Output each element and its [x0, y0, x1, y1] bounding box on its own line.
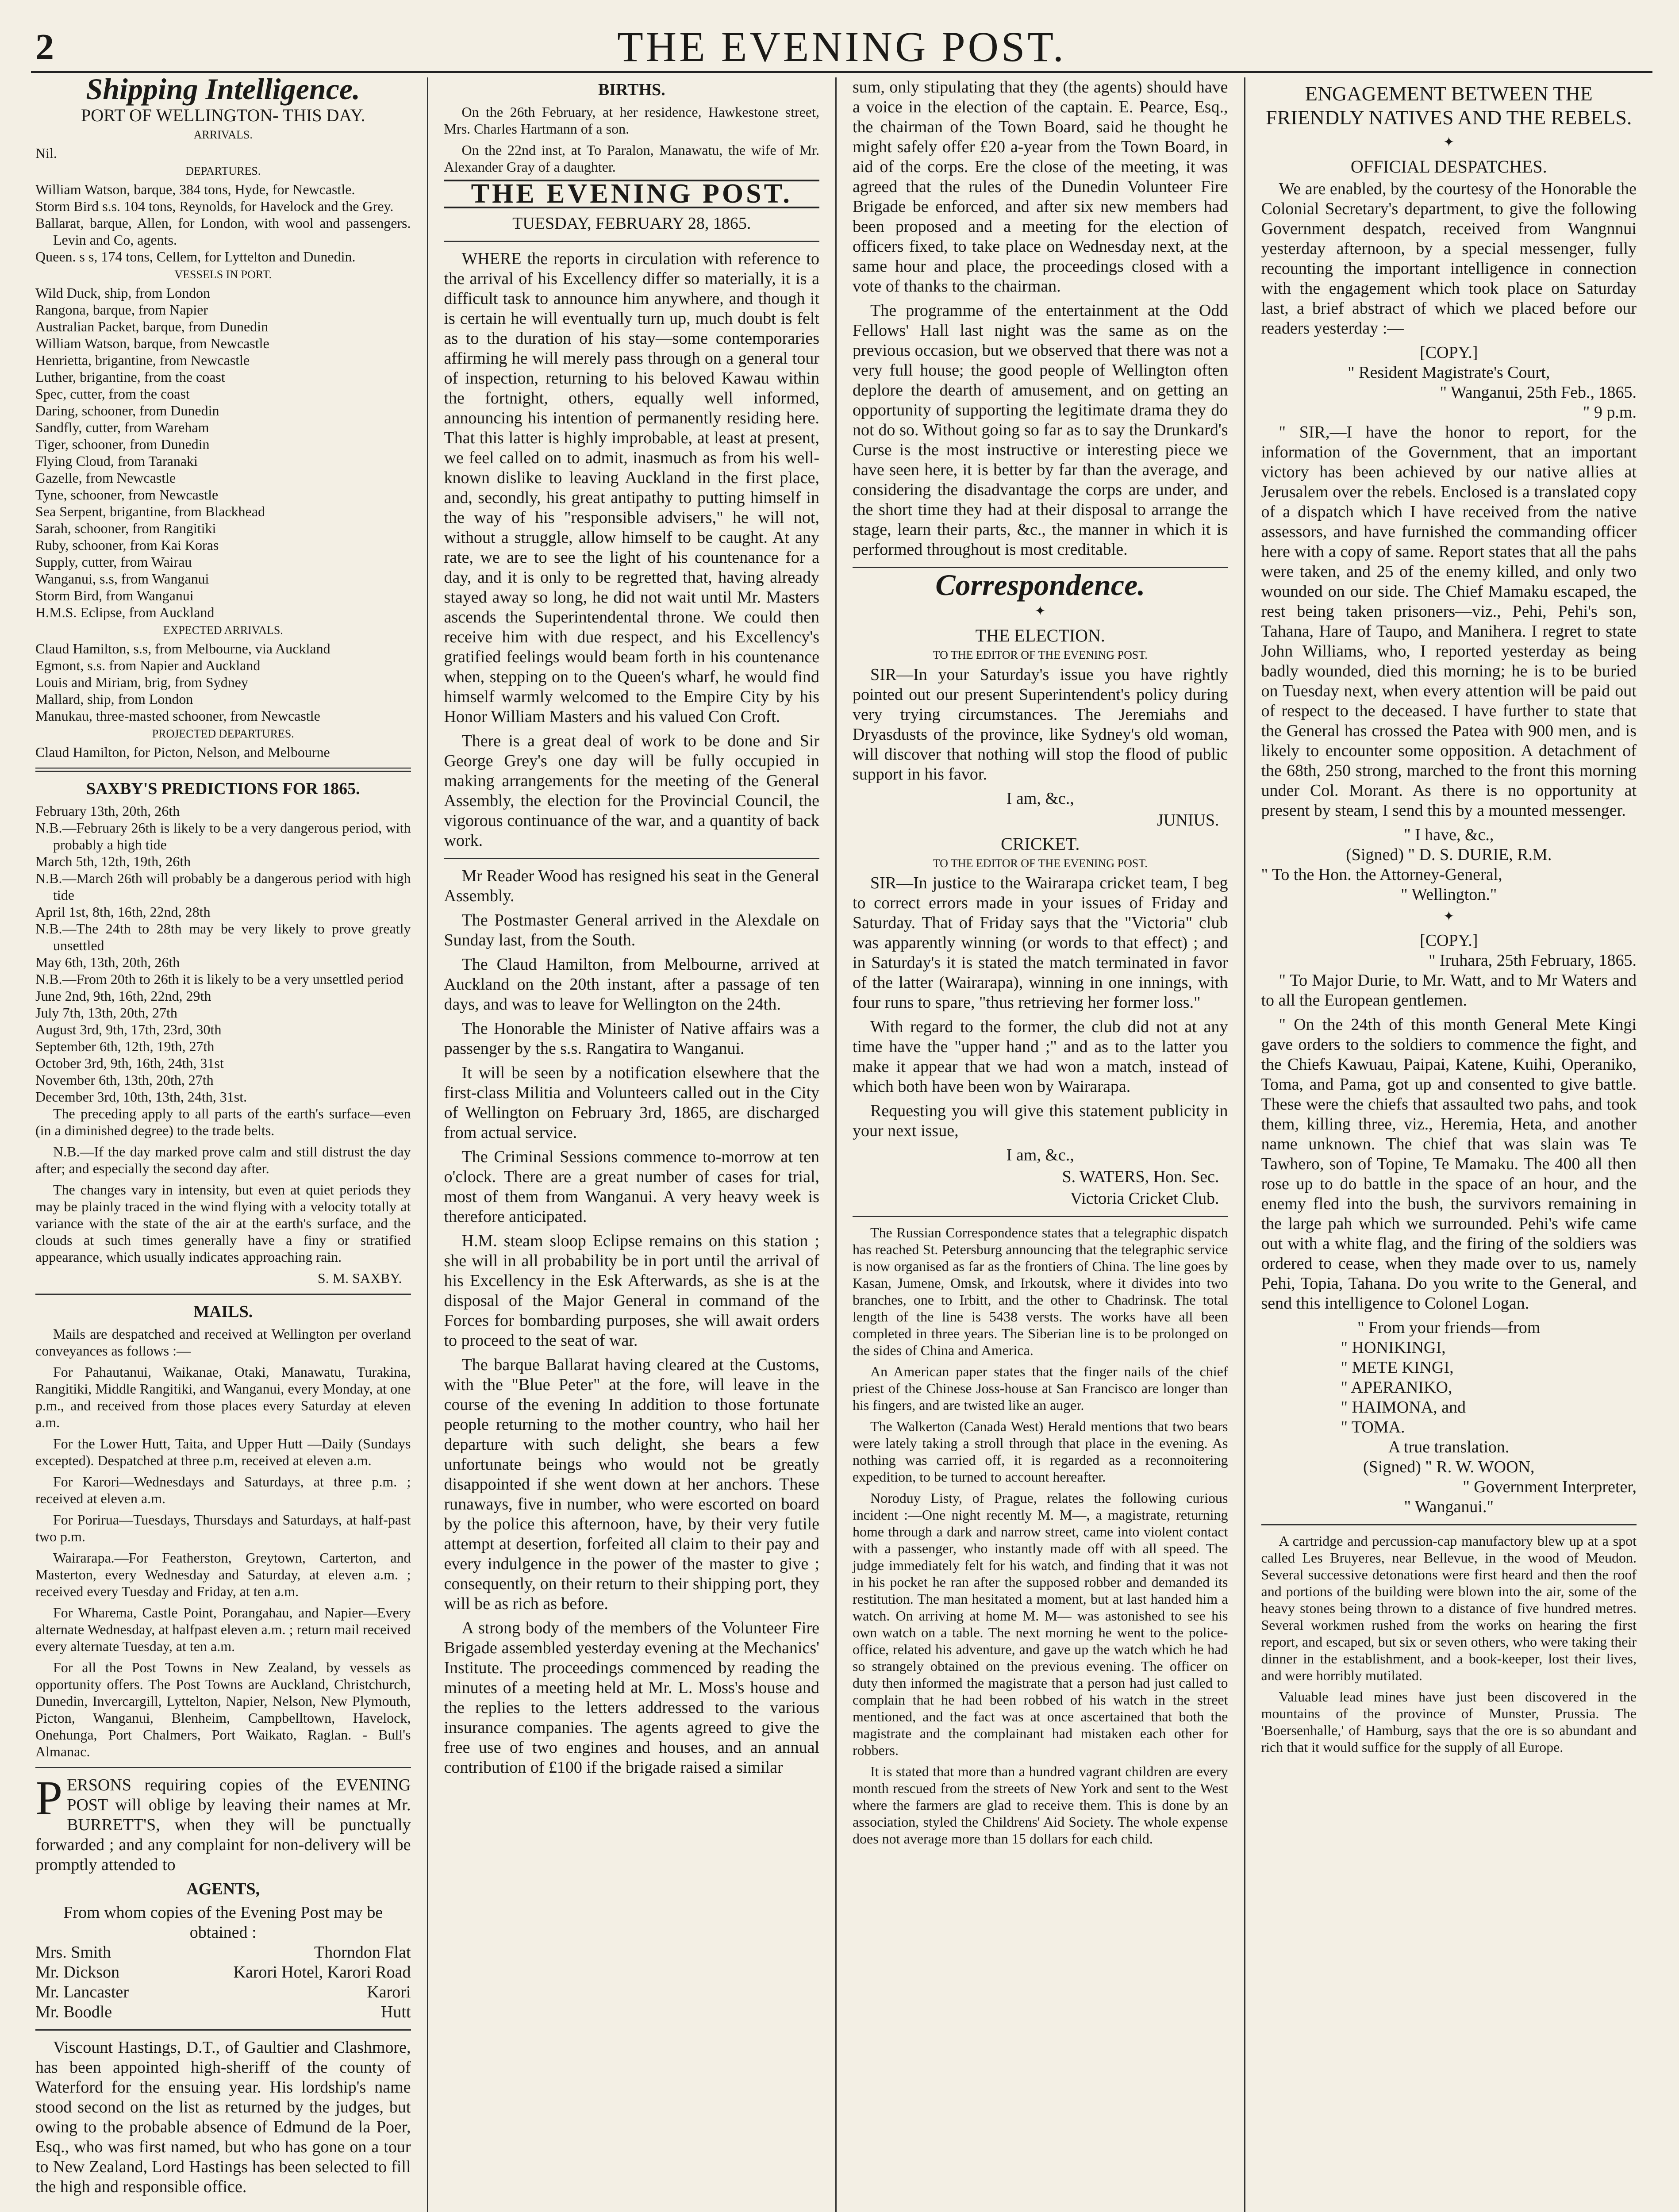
news-item: Valuable lead mines have just been discovered in the mountains of the province of Munster, Prussia. The 'Boersenhalle,' of Hamburg, says that the ore is so abundant and rich that it would suffice for the supply of all Europe. — [1261, 1689, 1637, 1755]
translation-note: A true translation. — [1388, 1438, 1510, 1456]
list-item: Ruby, schooner, from Kai Koras — [35, 537, 219, 553]
editorial-date: TUESDAY, FEBRUARY 28, 1865. — [512, 214, 751, 233]
signatory: " HAIMONA, and — [1341, 1398, 1466, 1417]
news-item: It is stated that more than a hundred vagrant children are every month rescued from the streets of New York and sent to the West where the farmers are glad to receive them. This is done by an association, styled the Childrens' Aid Society. The whole expense does not average more than 15 dollars for each child. — [853, 1763, 1228, 1847]
list-item: Storm Bird s.s. 104 tons, Reynolds, for Havelock and the Grey. — [35, 198, 394, 214]
news-item: The barque Ballarat having cleared at the Customs, with the "Blue Peter" at the fore, will leave in the course of the evening In addition to those fortunate people returning to the mother country, who hail her departure with such delight, she bears a few unfortunate beings who would not be greatly disappointed if she went down at her anchors. These runaways, five in number, who were escorted on board by the police this afternoon, have, by their very futile attempt at desertion, forfeited all claim to their pay and every indulgence in the power of the master to give ; consequently, on their return to their shipping port, they will be as rich as before. — [444, 1356, 819, 1613]
list-item: William Watson, barque, from Newcastle — [35, 335, 269, 351]
agents-subheading: From whom copies of the Evening Post may be obtained : — [63, 1903, 383, 1942]
letter-signature: JUNIUS. — [1157, 811, 1219, 830]
saxby-note: The preceding apply to all parts of the earth's surface—even (in a diminished degree) to the trade belts. — [35, 1106, 411, 1138]
list-item: Gazelle, from Newcastle — [35, 470, 176, 486]
column-2 — [427, 77, 836, 2212]
list-item: Supply, cutter, from Wairau — [35, 554, 192, 570]
list-item: December 3rd, 10th, 13th, 24th, 31st. — [35, 1089, 247, 1105]
expected-list — [35, 640, 411, 724]
news-item: The programme of the entertainment at the Odd Fellows' Hall last night was the same as on the previous occasion, but we observed that there was not a very full house; the good people of Wellington often deplore the dearth of amusement, and on getting an opportunity of supporting the legitimate drama they do not do so. Without going so far as to say the Drunkard's Curse is the most instructive or interesting piece we have seen here, it is better by far than the average, and considering the disadvantage the corps are under, and the short time they had at their disposal to arrange the stage, learn their parts, &c., the manner in which it is performed throughout is most creditable. — [853, 301, 1228, 559]
hastings-paragraph: Viscount Hastings, D.T., of Gaultier and Clashmore, has been appointed high-sheriff of the county of Waterford for the ensuing year. His lordship's name stood second on the list as returned by the judges, but owing to the probable absence of Edmund de la Poer, Esq., who was first named, but who has gone on a tour to New Zealand, Lord Hastings has been selected to fill the high and responsible office. — [35, 2038, 411, 2196]
signatories — [1341, 1338, 1637, 1437]
letter-body: " On the 24th of this month General Mete Kingi gave orders to the soldiers to commence the fight, and the Chiefs Kawuau, Paipai, Katene, Kuihi, Operaniko, Toma, and Pama, got up and consented to give battle. These were the chiefs that assaulted two pahs, and took them, killing three, viz., Heremia, Heta, and another name unknown. The chief that was slain was Te Tawhero, son of Topine, Te Mamaku. The 400 all then rose up to do battle in the space of an hour, and the enemy fled into the bush, the survivors remaining in the large pah which we surrounded. Pehi's wife came out with a white flag, and the firing of the soldiers was ordered to cease, when they made over to us, namely Pehi, Topia, Tahana. Do you write to the General, and send this intelligence to Colonel Logan. — [1261, 1015, 1637, 1313]
signatory: " HONIKINGI, — [1341, 1338, 1446, 1357]
list-item: Wild Duck, ship, from London — [35, 285, 211, 301]
news-item: The Criminal Sessions commence to-morrow at ten o'clock. There are a great number of cases for trial, most of them from Wanganui. A very heavy week is therefore anticipated. — [444, 1148, 819, 1226]
letter-body: SIR—In justice to the Wairarapa cricket team, I beg to correct errors made in your issues of Friday and Saturday. That of Friday says that the "Victoria" club was apparently winning (or words to that effect) ; and in Saturday's it is stated the match terminated in favor of the latter (Wairarapa), winning in one innings, with four runs to spare, "thus retrieving her former loss." — [853, 874, 1228, 1012]
news-item: The Russian Correspondence states that a telegraphic dispatch has reached St. Petersburg announcing that the telegraphic service is now organised as far as the frontiers of China. The line goes by Kasan, Jumene, Omsk, and Irkoutsk, where it divides into two branches, one to Irbitt, and the other to Chadrinsk. The total length of the line is 5438 versts. The works have all been completed in three years. The Siberian line is to be prolonged on the sides of China and America. — [853, 1225, 1228, 1358]
mails-paragraph: For the Lower Hutt, Taita, and Upper Hutt —Daily (Sundays excepted). Despatched at three p.m, received at eleven a.m. — [35, 1436, 411, 1468]
letter-signature: " Wanganui." — [1404, 1498, 1494, 1516]
in-port-list — [35, 284, 411, 621]
port-heading: PORT OF WELLINGTON- THIS DAY. — [81, 105, 365, 125]
agents-notice: PERSONS requiring copies of the EVENING POST will oblige by leaving their names at Mr. BURRETT'S, when they will be punctually forwarded ; and any complaint for non-delivery will be promptly attended to — [35, 1771, 411, 1874]
mails-paragraph: For all the Post Towns in New Zealand, by vessels as opportunity offers. The Post Towns are Auckland, Christchurch, Dunedin, Invercargill, Lyttelton, Napier, Nelson, New Plymouth, Picton, Wanganui, Blenheim, Campbelltown, Havelock, Onehunga, Port Chalmers, Port Waikato, Raglan. - Bull's Almanac. — [35, 1659, 411, 1759]
birth-notice: On the 26th February, at her residence, Hawkestone street, Mrs. Charles Hartmann of a son. — [444, 104, 819, 137]
list-item: September 6th, 12th, 19th, 27th — [35, 1038, 215, 1054]
departures-list — [35, 181, 411, 265]
news-item: A strong body of the members of the Volunteer Fire Brigade assembled yesterday evening at the Mechanics' Institute. The proceedings commenced by reading the minutes of a meeting held at Mr. L. Moss's house and the replies to the letters addressed to the various insurance companies. The agents agreed to give the free use of two engines and houses, and an annual contribution of £100 if the brigade raised a similar — [444, 1619, 819, 1777]
saxby-signature: S. M. SAXBY. — [317, 1270, 402, 1286]
election-title: THE ELECTION. — [975, 626, 1105, 645]
list-item: Ballarat, barque, Allen, for London, with wool and passengers. Levin and Co, agents. — [35, 215, 411, 248]
cricket-title: CRICKET. — [1001, 834, 1080, 854]
saxby-note: N.B.—If the day marked prove calm and still distrust the day after; and especially the second day after. — [35, 1144, 411, 1176]
list-item: March 5th, 12th, 19th, 26th — [35, 853, 191, 869]
list-item: Rangona, barque, from Napier — [35, 302, 208, 318]
list-item: Wanganui, s.s, from Wanganui — [35, 571, 209, 587]
mails-paragraph: For Karori—Wednesdays and Saturdays, at three p.m. ; received at eleven a.m. — [35, 1474, 411, 1506]
despatches-subheading: OFFICIAL DESPATCHES. — [1350, 157, 1547, 177]
in-port-label: VESSELS IN PORT. — [174, 268, 272, 281]
shipping-heading: Shipping Intelligence. — [86, 77, 361, 106]
list-item: Storm Bird, from Wanganui — [35, 588, 194, 603]
letter-body: Requesting you will give this statement publicity in your next issue, — [853, 1102, 1228, 1140]
agent-name: Mr. Dickson — [35, 1963, 119, 1982]
letter-signature: (Signed) " D. S. DURIE, R.M. — [1346, 845, 1552, 864]
list-item: Australian Packet, barque, from Dunedin — [35, 319, 269, 334]
projected-label: PROJECTED DEPARTURES. — [152, 727, 294, 740]
paper-title: THE EVENING POST. — [617, 23, 1066, 70]
mails-paragraph: Mails are despatched and received at Wellington per overland conveyances as follows :— — [35, 1326, 411, 1359]
list-item — [35, 1962, 411, 1982]
letter-address: " Wanganui, 25th Feb., 1865. — [1440, 383, 1637, 402]
divider — [35, 2029, 411, 2031]
agent-name: Mr. Lancaster — [35, 1983, 129, 2001]
saxby-heading: SAXBY'S PREDICTIONS FOR 1865. — [86, 780, 360, 798]
letter-signature: Victoria Cricket Club. — [1070, 1189, 1219, 1208]
list-item: Claud Hamilton, s.s, from Melbourne, via Auckland — [35, 641, 330, 657]
mails-paragraph: For Porirua—Tuesdays, Thursdays and Saturdays, at half-past two p.m. — [35, 1512, 411, 1544]
letter-from: " From your friends—from — [1357, 1318, 1541, 1337]
mails-paragraph: For Wharema, Castle Point, Porangahau, and Napier—Every alternate Wednesday, at halfpast eleven a.m. ; return mail received every alternate Tuesday, at ten a.m. — [35, 1605, 411, 1654]
list-item: Flying Cloud, from Taranaki — [35, 453, 198, 469]
letter-close: " I have, &c., — [1404, 826, 1494, 844]
divider — [35, 1767, 411, 1768]
birth-notice: On the 22nd inst, at To Paralon, Manawatu, the wife of Mr. Alexander Gray of a daughter. — [444, 142, 819, 175]
agent-place: Karori — [367, 1983, 411, 2001]
editorial-paragraph: There is a great deal of work to be done and Sir George Grey's one day will be fully occupied in making arrangements for the meeting of the General Assembly, the election for the Provincial Council, the vigorous continuance of the war, and a quantity of back work. — [444, 732, 819, 850]
news-item: A cartridge and percussion-cap manufactory blew up at a spot called Les Bruyeres, near Bellevue, in the wood of Meudon. Several successive detonations were first heard and then the roof and portions of the building were blown into the air, some of the heavy stones being thrown to a distance of five hundred metres. Several workmen rushed from the works on hearing the first report, and escaped, but six or seven others, who were taking their dinner in the establishment, and a book-keeper, lost their lives, and were horribly mutilated. — [1261, 1533, 1637, 1683]
list-item — [35, 1982, 411, 2002]
page-number: 2 — [35, 27, 54, 68]
saxby-list — [35, 803, 411, 1105]
list-item: April 1st, 8th, 16th, 22nd, 28th — [35, 904, 211, 920]
letter-address: " Resident Magistrate's Court, — [1348, 363, 1550, 382]
copy-label: [COPY.] — [1420, 343, 1478, 362]
list-item: N.B.—March 26th will probably be a dangerous period with high tide — [35, 870, 411, 903]
list-item: Luther, brigantine, from the coast — [35, 369, 225, 385]
list-item: N.B.—The 24th to 28th may be very likely to prove greatly unsettled — [35, 921, 411, 953]
list-item — [35, 1943, 411, 1962]
news-item: An American paper states that the finger nails of the chief priest of the Chinese Joss-house at San Francisco are longer than his fingers, and are twisted like an auger. — [853, 1363, 1228, 1413]
agent-place: Hutt — [380, 2003, 411, 2021]
list-item: Sea Serpent, brigantine, from Blackhead — [35, 503, 265, 519]
letter-time: " 9 p.m. — [1583, 403, 1637, 422]
letter-body: With regard to the former, the club did not at any time have the "upper hand ;" and as to the latter you make it appear that we had won a match, instead of which both have been won by Wairarapa. — [853, 1018, 1228, 1096]
list-item: Tyne, schooner, from Newcastle — [35, 487, 219, 503]
agent-name: Mr. Boodle — [35, 2003, 112, 2021]
list-item: February 13th, 20th, 26th — [35, 803, 180, 819]
signatory: " APERANIKO, — [1341, 1378, 1452, 1397]
list-item: Queen. s s, 174 tons, Cellem, for Lyttelton and Dunedin. — [35, 249, 356, 265]
saxby-note: The changes vary in intensity, but even at quiet periods they may be plainly traced in the wind flying with a velocity totally at variance with the state of the air at the earth's surface, and the clouds at such times generally have a finy or stratified appearance, which usually indicates approaching rain. — [35, 1182, 411, 1265]
list-item: May 6th, 13th, 20th, 26th — [35, 954, 180, 970]
ornament-icon: ✦ — [1034, 604, 1046, 618]
letter-to: " To Major Durie, to Mr. Watt, and to Mr Waters and to all the European gentlemen. — [1261, 971, 1637, 1010]
agent-place: Karori Hotel, Karori Road — [233, 1963, 411, 1982]
editorial-paragraph: WHERE the reports in circulation with reference to the arrival of his Excellency differ so materially, it is a difficult task to announce him anywhere, and though it is certain he will eventually turn up, much doubt is felt as to the duration of his stay—some contemporaries affirming he will merely pass through on a general tour of inspection, returning to his beloved Kawau within the fortnight, others, equally well informed, announcing his intention of permanently residing here. That this latter is highly improbable, at least at present, we feel called on to admit, inasmuch as from his well-known dislike to leaving Auckland in the first place, and, secondly, his great antipathy to putting himself in the way of his "responsible advisers," he will not, without a struggle, allow himself to be caught. At any rate, we are to see the light of his countenance for a day, and it is only to be regretted that, having already stayed away so long, he did not wait until Mr. Masters ascends the Superintendental throne. We could then receive him with due respect, and his Excellency's gratified feelings would beam forth in his countenance when, stepping on to the Queen's wharf, he would find himself warmly welcomed to the Empire City by his Honor William Masters and his valued Con Croft. — [444, 250, 819, 726]
column-4 — [1244, 77, 1653, 2212]
divider — [853, 1216, 1228, 1217]
cricket-to: TO THE EDITOR OF THE EVENING POST. — [933, 857, 1148, 870]
signatory: " TOMA. — [1341, 1418, 1405, 1436]
mails-paragraph: Wairarapa.—For Featherston, Greytown, Carterton, and Masterton, every Wednesday and Saturday, at eleven a.m. ; received every Tuesday and Friday, at ten a.m. — [35, 1550, 411, 1599]
correspondence-heading: Correspondence. — [935, 568, 1145, 602]
list-item — [35, 2002, 411, 2022]
copy-label: [COPY.] — [1420, 931, 1478, 950]
divider — [444, 858, 820, 859]
list-item: Egmont, s.s. from Napier and Auckland — [35, 657, 261, 673]
letter-to: " To the Hon. the Attorney-General, — [1261, 865, 1502, 884]
ornament-icon: ✦ — [1443, 909, 1455, 924]
letter-body: " SIR,—I have the honor to report, for the information of the Government, that an important victory has been achieved by our native allies at Jerusalem over the rebels. Enclosed is a translated copy of a dispatch which I have received from the native assessors, and have furnished the commanding officer here with a copy of same. Report states that all the pahs were taken, and 25 of the enemy killed, and only two wounded on our side. The Chief Mamaku escaped, the rest being taken prisoners—viz., Pehi, Pehi's son, Tahana, Hare of Taupo, and Manihera. I regret to state John Williams, who, I reported yesterday as being badly wounded, died this morning; he is to be buried on Tuesday next, when every attention will be paid out of respect to the deceased. I have further to state that the General has crossed the Patea with 900 men, and is likely to encounter some opposition. A detachment of the 68th, 250 strong, marched to the front this morning under Col. Morant. As there is no opportunity at present by steam, I send this by a mounted messenger. — [1261, 423, 1637, 820]
news-item: The Postmaster General arrived in the Alexdale on Sunday last, from the South. — [444, 911, 819, 949]
agents-list — [35, 1943, 411, 2022]
news-item: It will be seen by a notification elsewhere that the first-class Militia and Volunteers called out in the City of Wellington on February 3rd, 1865, are discharged from actual service. — [444, 1064, 819, 1142]
list-item: October 3rd, 9th, 16th, 24th, 31st — [35, 1055, 224, 1071]
news-continuation: sum, only stipulating that they (the agents) should have a voice in the election of the captain. E. Pearce, Esq., the chairman of the Town Board, said he thought he might safely offer £20 a-year from the Town Board, in aid of the corps. Ere the close of the meeting, it was agreed that the rules of the Dunedin Volunteer Fire Brigade be enforced, and after six new members had been proposed and a meeting for the election of officers fixed, to take place on Wednesday next, at the same hour and place, the proceedings closed with a vote of thanks to the chairman. — [853, 78, 1228, 296]
divider — [35, 1294, 411, 1295]
list-item: June 2nd, 9th, 16th, 22nd, 29th — [35, 988, 211, 1004]
masthead — [31, 18, 1652, 73]
list-item: Sarah, schooner, from Rangitiki — [35, 520, 216, 536]
departures-label: DEPARTURES. — [185, 165, 261, 177]
ornament-icon: ✦ — [1443, 135, 1455, 150]
list-item: Mallard, ship, from London — [35, 691, 193, 707]
list-item: November 6th, 13th, 20th, 27th — [35, 1072, 214, 1088]
divider — [35, 768, 411, 772]
columns — [31, 77, 1652, 2212]
expected-label: EXPECTED ARRIVALS. — [163, 624, 283, 637]
list-item: Henrietta, brigantine, from Newcastle — [35, 352, 250, 368]
letter-to: " Wellington." — [1401, 885, 1497, 904]
engagement-intro: We are enabled, by the courtesy of the Honorable the Colonial Secretary's department, to give the following Government despatch, received from Wangnnui yesterday afternoon, by a special messenger, fully recounting the important intelligence in connection with the engagement which took place on Saturday last, a brief abstract of which we placed before our readers yesterday :— — [1261, 180, 1637, 338]
letter-close: I am, &c., — [1006, 789, 1074, 808]
list-item: N.B.—From 20th to 26th it is likely to be a very unsettled period — [35, 971, 403, 987]
agent-name: Mrs. Smith — [35, 1943, 111, 1962]
projected-text: Claud Hamilton, for Picton, Nelson, and Melbourne — [35, 744, 330, 760]
letter-signature: " Government Interpreter, — [1463, 1478, 1637, 1496]
news-item: Noroduy Listy, of Prague, relates the following curious incident :—One night recently M. M—, a magistrate, returning home through a dark and narrow street, came into violent contact with a passenger, who instantly made off with all speed. The judge immediately felt for his watch, and finding that it was not in his pocket he ran after the supposed robber and demanded its restitution. The man hesitated a moment, but at last handed him a watch. On arriving at home M. M— was astonished to see his own watch on a table. The next morning he went to the police-office, related his adventure, and gave up the watch which he had so strangely obtained on the previous evening. The officer on duty then informed the magistrate that a person had just called to complain that he had been robbed of his watch in the street mentioned, and the fact was at once ascertained that both the magistrate and the complainant had mistaken each other for robbers. — [853, 1490, 1228, 1758]
election-to: TO THE EDITOR OF THE EVENING POST. — [933, 649, 1148, 661]
mails-paragraph: For Pahautanui, Waikanae, Otaki, Manawatu, Turakina, Rangitiki, Middle Rangitiki, and Wanganui, every Monday, at one p.m., and received from those places every Saturday at eleven a.m. — [35, 1364, 411, 1430]
list-item: July 7th, 13th, 20th, 27th — [35, 1005, 177, 1021]
list-item: Daring, schooner, from Dunedin — [35, 403, 219, 419]
list-item: H.M.S. Eclipse, from Auckland — [35, 604, 215, 620]
list-item: Spec, cutter, from the coast — [35, 386, 190, 402]
news-item: Mr Reader Wood has resigned his seat in the General Assembly. — [444, 867, 819, 905]
news-item: The Claud Hamilton, from Melbourne, arrived at Auckland on the 20th instant, after a passage of ten days, and was to leave for Wellington on the 24th. — [444, 955, 819, 1014]
list-item: William Watson, barque, 384 tons, Hyde, for Newcastle. — [35, 181, 355, 197]
column-3 — [835, 77, 1244, 2212]
column-1 — [31, 77, 427, 2212]
news-item: The Walkerton (Canada West) Herald mentions that two bears were lately taking a stroll through that place in the evening. As nothing was carried off, it is regarded as a reconnoitering expedition, to be turned to account hereafter. — [853, 1418, 1228, 1485]
letter-close: I am, &c., — [1006, 1146, 1074, 1164]
agent-place: Thorndon Flat — [314, 1943, 411, 1962]
letter-signature: S. WATERS, Hon. Sec. — [1062, 1167, 1219, 1186]
news-item: The Honorable the Minister of Native affairs was a passenger by the s.s. Rangatira to Wanganui. — [444, 1019, 819, 1058]
signatory: " METE KINGI, — [1341, 1358, 1454, 1377]
births-heading: BIRTHS. — [598, 81, 665, 99]
list-item: Louis and Miriam, brig, from Sydney — [35, 674, 248, 690]
mails-heading: MAILS. — [193, 1302, 253, 1321]
list-item: Manukau, three-masted schooner, from Newcastle — [35, 708, 320, 724]
editorial-banner: THE EVENING POST. — [444, 180, 820, 208]
list-item: August 3rd, 9th, 17th, 23rd, 30th — [35, 1022, 222, 1037]
letter-body: SIR—In your Saturday's issue you have rightly pointed out our present Superintendent's policy during very trying circumstances. The Jeremiahs and Dryasdusts of the province, like Sydney's old woman, will discover that nothing will stop the flood of public support in his favor. — [853, 665, 1228, 783]
news-item: H.M. steam sloop Eclipse remains on this station ; she will in all probability be in port until the arrival of his Excellency in the Esk Afterwards, as she is at the disposal of the Major General in command of the Forces for bombarding purposes, she will await orders to proceed to the seat of war. — [444, 1232, 819, 1350]
letter-signature: (Signed) " R. W. WOON, — [1363, 1458, 1535, 1476]
list-item: N.B.—February 26th is likely to be a very dangerous period, with probably a high tide — [35, 820, 411, 853]
engagement-heading: ENGAGEMENT BETWEEN THE FRIENDLY NATIVES AND THE REBELS. — [1266, 82, 1632, 129]
arrivals-text: Nil. — [35, 145, 57, 161]
divider — [1261, 1524, 1637, 1525]
letter-address: " Iruhara, 25th February, 1865. — [1429, 951, 1637, 970]
arrivals-label: ARRIVALS. — [193, 128, 253, 141]
agents-heading: AGENTS, — [186, 1880, 260, 1898]
list-item: Sandfly, cutter, from Wareham — [35, 419, 209, 435]
list-item: Tiger, schooner, from Dunedin — [35, 436, 210, 452]
divider — [444, 241, 820, 242]
